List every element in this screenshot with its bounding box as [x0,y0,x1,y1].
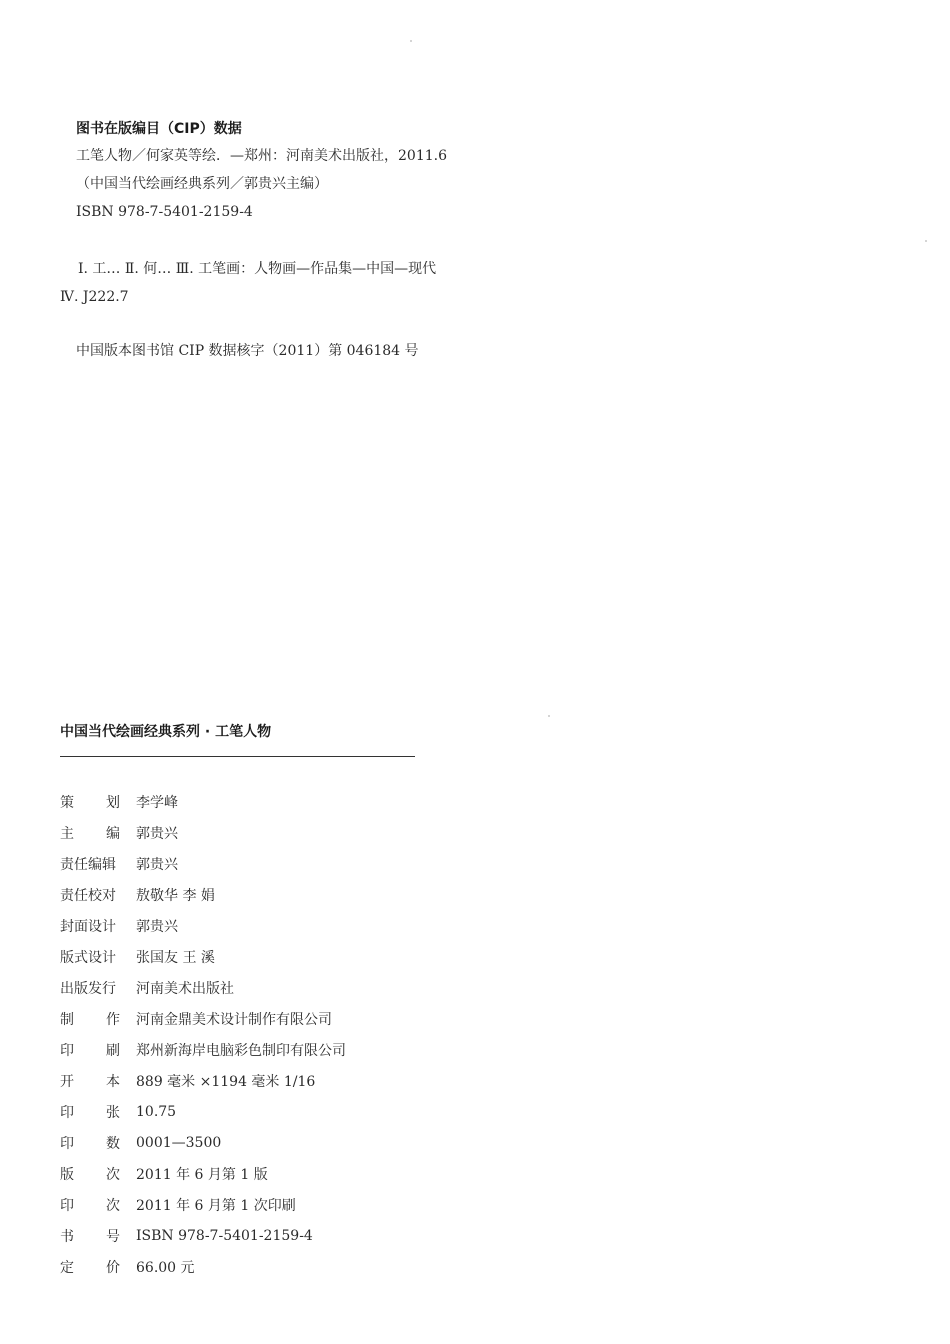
credit-label-part: 书 [60,1228,74,1245]
credit-label [60,978,120,998]
credit-label [60,1009,120,1029]
cip-isbn-line: ISBN 978-7-5401-2159-4 [76,204,253,220]
credit-row [60,972,580,1003]
credit-label-part: 划 [106,794,120,811]
cip-classification-code: Ⅳ. J222.7 [60,289,129,305]
credit-label [60,1102,120,1122]
series-divider [60,756,415,757]
credit-row [60,1158,580,1189]
credit-label-part: 印 [60,1104,74,1121]
credit-label-part: 制 [60,1011,74,1028]
credit-value: 郭贵兴 [136,856,178,873]
credit-label-part: 开 [60,1073,74,1090]
credit-row [60,910,580,941]
credit-value: 889 毫米 ×1194 毫米 1/16 [136,1073,316,1090]
credit-label [60,1226,120,1246]
credit-label [60,1071,120,1091]
credit-value: 2011 年 6 月第 1 次印刷 [136,1197,296,1214]
credit-label-part: 版 [60,1166,74,1183]
cip-classification [60,255,660,311]
credit-label [60,1133,120,1153]
credit-label-part: 次 [106,1166,120,1183]
credit-label-part: 印 [60,1042,74,1059]
credit-label [60,916,120,936]
credits-list [60,786,580,1282]
credit-label-part: 责任编辑 [60,856,116,873]
credit-value: 河南美术出版社 [136,980,234,997]
credit-label-part: 价 [106,1259,120,1276]
credit-label-part: 主 [60,825,74,842]
credit-value: 郭贵兴 [136,918,178,935]
credit-label-part: 作 [106,1011,120,1028]
credit-row [60,879,580,910]
credit-row [60,1127,580,1158]
credit-label-part: 数 [106,1135,120,1152]
credit-value: 10.75 [136,1103,177,1120]
credit-label [60,1164,120,1184]
credit-label-part: 次 [106,1197,120,1214]
credit-label-part: 封面设计 [60,918,116,935]
cip-verification: 中国版本图书馆 CIP 数据核字（2011）第 046184 号 [76,343,419,359]
credit-row [60,1096,580,1127]
credit-value: 河南金鼎美术设计制作有限公司 [136,1011,332,1028]
cip-block [76,116,636,226]
credit-row [60,941,580,972]
credit-row [60,1003,580,1034]
credit-value: 郑州新海岸电脑彩色制印有限公司 [136,1042,346,1059]
credit-row [60,1065,580,1096]
credit-label-part: 号 [106,1228,120,1245]
credit-value: 李学峰 [136,794,178,811]
credit-row [60,1189,580,1220]
credit-value: 郭贵兴 [136,825,178,842]
credit-value: 2011 年 6 月第 1 版 [136,1166,268,1183]
credit-label-part: 出版发行 [60,980,116,997]
credit-label [60,823,120,843]
cip-heading: 图书在版编目（CIP）数据 [76,121,242,137]
credit-label-part: 责任校对 [60,887,116,904]
credit-row [60,786,580,817]
credit-value: ISBN 978-7-5401-2159-4 [136,1227,313,1244]
cip-classification-line: Ⅰ. 工… Ⅱ. 何… Ⅲ. 工笔画：人物画—作品集—中国—现代 [78,261,437,277]
credit-row [60,1220,580,1251]
series-title: 中国当代绘画经典系列 · 工笔人物 [60,724,272,740]
credit-label [60,1195,120,1215]
cip-title-line: 工笔人物／何家英等绘．—郑州：河南美术出版社，2011.6 [76,148,447,164]
credit-value: 敖敬华 李 娟 [136,887,215,904]
credit-label [60,854,120,874]
cip-series-line: （中国当代绘画经典系列／郭贵兴主编） [76,176,328,192]
credit-label-part: 定 [60,1259,74,1276]
credit-label-part: 策 [60,794,74,811]
credit-value: 66.00 元 [136,1259,195,1276]
credit-label [60,947,120,967]
credit-label-part: 编 [106,825,120,842]
credit-value: 0001—3500 [136,1134,222,1151]
credit-label-part: 张 [106,1104,120,1121]
scan-speck [410,40,412,42]
credit-label-part: 印 [60,1197,74,1214]
scan-speck [548,715,550,717]
credit-value: 张国友 王 溪 [136,949,215,966]
credit-label-part: 本 [106,1073,120,1090]
credit-label-part: 印 [60,1135,74,1152]
credit-label-part: 版式设计 [60,949,116,966]
credit-label-part: 刷 [106,1042,120,1059]
credit-row [60,1034,580,1065]
credit-label [60,1040,120,1060]
credit-label [60,792,120,812]
credit-row [60,1251,580,1282]
credit-row [60,848,580,879]
scan-speck [925,240,927,242]
credit-label [60,885,120,905]
credit-label [60,1257,120,1277]
credit-row [60,817,580,848]
